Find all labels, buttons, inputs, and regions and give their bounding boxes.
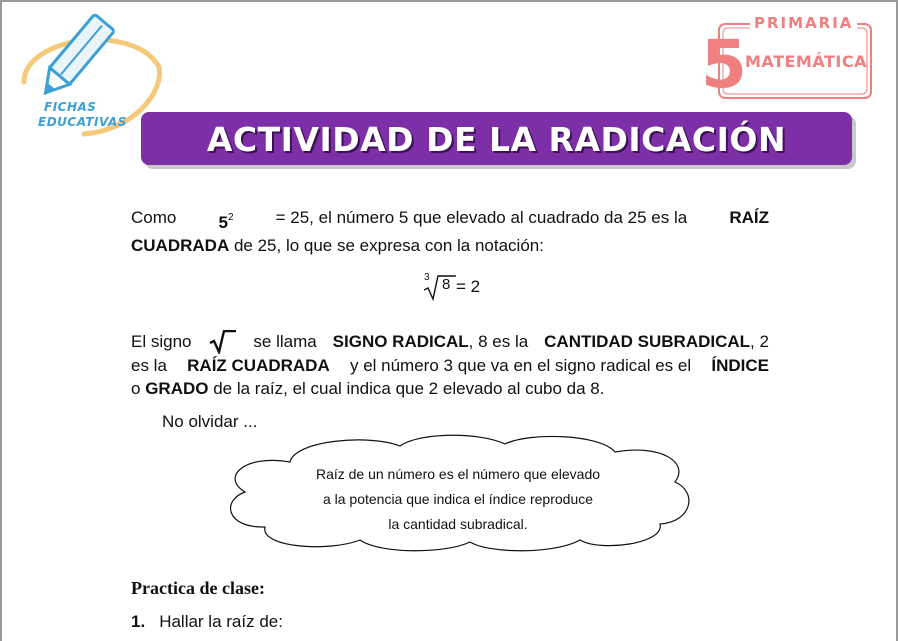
intro-line-1 (131, 206, 769, 234)
intro-paragraph (131, 206, 769, 257)
intro-text: Como (131, 208, 177, 227)
explanation-bold-term: ÍNDICE (711, 356, 769, 375)
explanation-text: , 8 es la (468, 332, 529, 351)
badge-grade: 5 (701, 26, 747, 103)
cloud-text (220, 462, 696, 537)
power-expression (218, 206, 233, 234)
explanation-text: El signo (131, 332, 192, 351)
cloud-line-2: a la potencia que indica el índice reproduce (322, 491, 594, 507)
logo-line-2: EDUCATIVAS (38, 115, 127, 129)
radical-index: 3 (424, 272, 430, 283)
reminder-note: No olvidar ... (162, 412, 258, 431)
radical-sign-icon (207, 330, 237, 354)
radical-sign-icon (420, 274, 460, 302)
exercise-text: Hallar la raíz de: (159, 612, 283, 631)
definition-cloud (220, 432, 696, 554)
logo-line-1: FICHAS (44, 100, 97, 114)
explanation-bold-term: RAÍZ CUADRADA (187, 356, 330, 375)
explanation-bold-term: GRADO (145, 379, 209, 398)
page-title: ACTIVIDAD DE LA RADICACIÓN (206, 120, 787, 159)
exercise-item-1 (131, 612, 283, 632)
radicand: 8 (442, 276, 451, 293)
power-base: 5 (218, 213, 228, 232)
explanation-text: se llama (253, 332, 317, 351)
explanation-text: y el número 3 que va en el signo radical es el (349, 356, 692, 375)
intro-line-2 (131, 234, 769, 257)
title-banner (141, 112, 852, 165)
intro-text: = 25, el número 5 que elevado al cuadrado da 25 es la (275, 208, 688, 227)
explanation-paragraph (131, 330, 769, 400)
formula-result: = 2 (456, 277, 481, 296)
explanation-text: es la (131, 356, 167, 375)
intro-text: de 25, lo que se expresa con la notación: (233, 236, 544, 255)
explanation-text: o (131, 379, 141, 398)
cloud-line-3: la cantidad subradical. (388, 516, 528, 532)
explanation-line-1 (131, 330, 769, 354)
explanation-bold-term: SIGNO RADICAL (332, 332, 469, 351)
badge-level: PRIMARIA (750, 14, 857, 32)
intro-bold-term: RAÍZ (729, 208, 769, 227)
explanation-line-3 (131, 377, 769, 400)
explanation-line-2 (131, 354, 769, 377)
explanation-text: , 2 (750, 332, 769, 351)
explanation-bold-term: CANTIDAD SUBRADICAL (544, 332, 751, 351)
badge-subject: MATEMÁTICA (745, 52, 867, 71)
explanation-text: de la raíz, el cual indica que 2 elevado al cubo da 8. (213, 379, 605, 398)
practice-heading: Practica de clase: (131, 578, 265, 598)
intro-bold-term: CUADRADA (131, 236, 230, 255)
cloud-line-1: Raíz de un número es el número que elevado (315, 466, 601, 482)
exercise-number: 1. (131, 612, 146, 631)
grade-badge (695, 14, 875, 102)
power-exponent: 2 (227, 212, 234, 223)
